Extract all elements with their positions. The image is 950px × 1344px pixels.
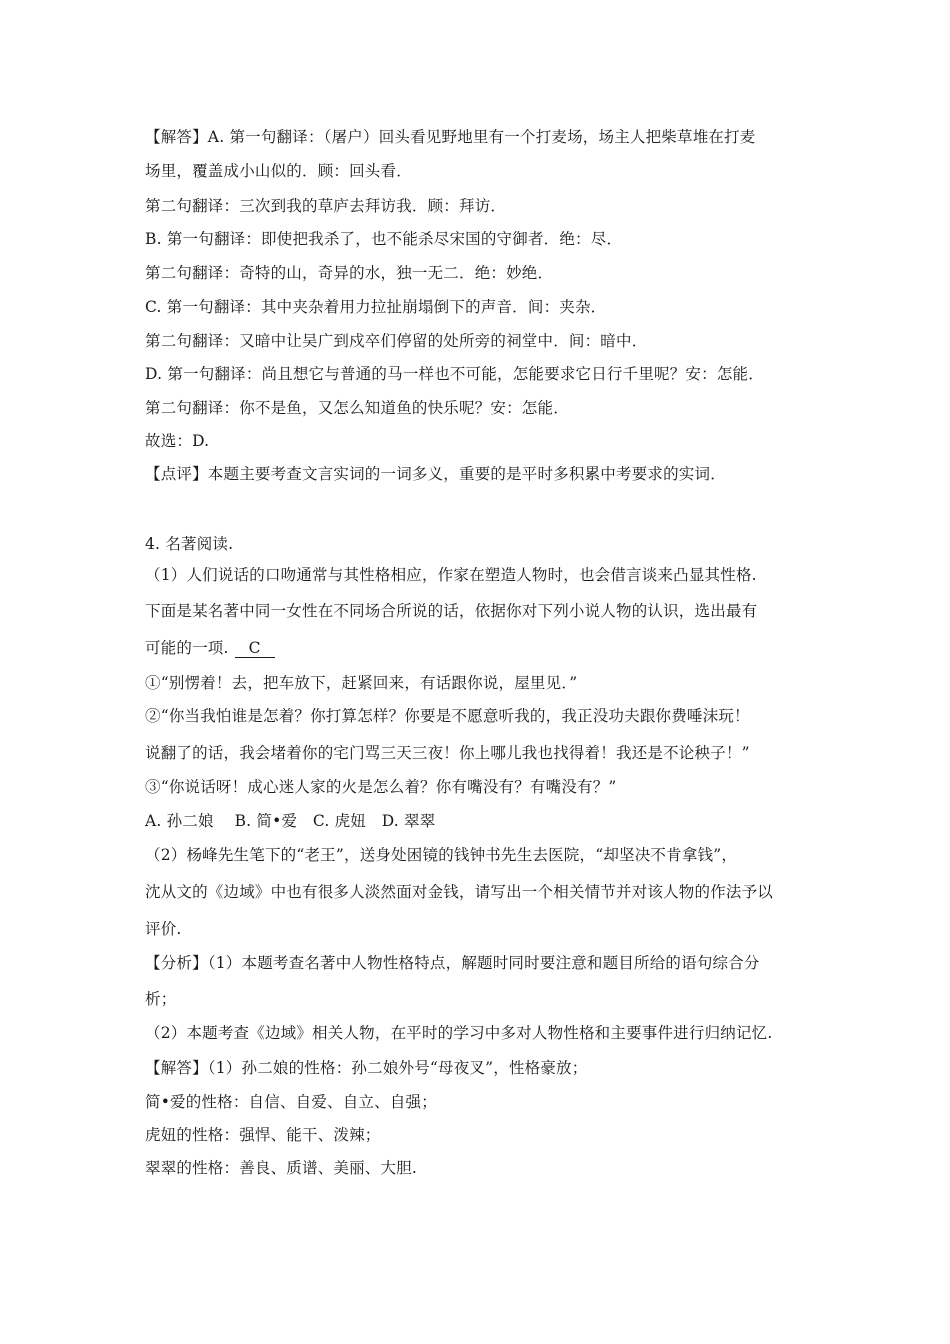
answer-4-line-2: 简•爱的性格：自信、自爱、自立、自强； [145,1093,437,1111]
answer-4-line-4: 翠翠的性格：善良、质谱、美丽、大胆. [145,1159,418,1177]
analysis-line-2: （2）本题考查《边域》相关人物，在平时的学习中多对人物性格和主要事件进行归纳记忆. [145,1024,773,1042]
answer-line-7: 第二句翻译：又暗中让吴广到戍卒们停留的处所旁的祠堂中．间：暗中． [145,332,648,350]
answer-line-5: 第二句翻译：奇特的山，奇异的水，独一无二．绝：妙绝． [145,264,554,282]
question-4-title: 4. 名著阅读. [145,535,234,553]
answer-4-line-3: 虎妞的性格：强悍、能干、泼辣； [145,1126,381,1144]
answer-line-1: 【解答】A. 第一句翻译：（屠户）回头看见野地里有一个打麦场，场主人把柴草堆在打麦 [145,128,756,146]
q1-line-2: 下面是某名著中同一女性在不同场合所说的话，依据你对下列小说人物的认识，选出最有 [145,602,758,620]
answer-line-9: 第二句翻译：你不是鱼，又怎么知道鱼的快乐呢？安：怎能． [145,399,569,417]
options-line: A. 孙二娘 B. 简•爱 C. 虎妞 D. 翠翠 [145,812,436,830]
q2-line-1: （2）杨峰先生笔下的“老王”，送身处困镜的钱钟书先生去医院，“却坚决不肯拿钱”， [145,846,738,864]
q2-line-2: 沈从文的《边域》中也有很多人淡然面对金钱，请写出一个相关情节并对该人物的作法予以 [145,883,774,901]
answer-line-10: 故选：D. [145,432,210,450]
q1-line-3-text: 可能的一项. [145,639,229,657]
answer-line-6: C. 第一句翻译：其中夹杂着用力拉扯崩塌倒下的声音．间：夹杂． [145,298,607,316]
answer-line-2: 场里，覆盖成小山似的．顾：回头看． [145,162,412,180]
q1-line-3 [145,637,275,659]
q1-line-1: （1）人们说话的口吻通常与其性格相应，作家在塑造人物时，也会借言谈来凸显其性格. [145,566,757,584]
answer-blank: C [235,639,275,658]
q2-line-3: 评价. [145,920,182,938]
quote-2a: ②“你当我怕谁是怎着？你打算怎样？你要是不愿意听我的，我正没功夫跟你费唾沫玩！ [145,707,750,725]
quote-2b: 说翻了的话，我会堵着你的宅门骂三天三夜！你上哪儿我也找得着！我还是不论秧子！” [145,744,750,762]
analysis-line-1: 【分析】（1）本题考查名著中人物性格特点，解题时同时要注意和题目所给的语句综合分 [145,954,760,972]
answer-line-3: 第二句翻译：三次到我的草庐去拜访我．顾：拜访． [145,197,507,215]
quote-1: ①“别愣着！去，把车放下，赶紧回来，有话跟你说，屋里见．” [145,674,578,692]
answer-line-4: B. 第一句翻译：即使把我杀了，也不能杀尽宋国的守御者．绝：尽． [145,230,623,248]
answer-4-line-1: 【解答】（1）孙二娘的性格：孙二娘外号“母夜叉”，性格豪放； [145,1059,588,1077]
answer-line-8: D. 第一句翻译：尚且想它与普通的马一样也不可能，怎能要求它日行千里呢？安：怎能． [145,365,764,383]
analysis-line-1b: 析； [145,990,177,1008]
comment-line: 【点评】本题主要考查文言实词的一词多义，重要的是平时多积累中考要求的实词． [145,465,726,483]
quote-3: ③“你说话呀！成心迷人家的火是怎么着？你有嘴没有？有嘴没有？” [145,778,617,796]
